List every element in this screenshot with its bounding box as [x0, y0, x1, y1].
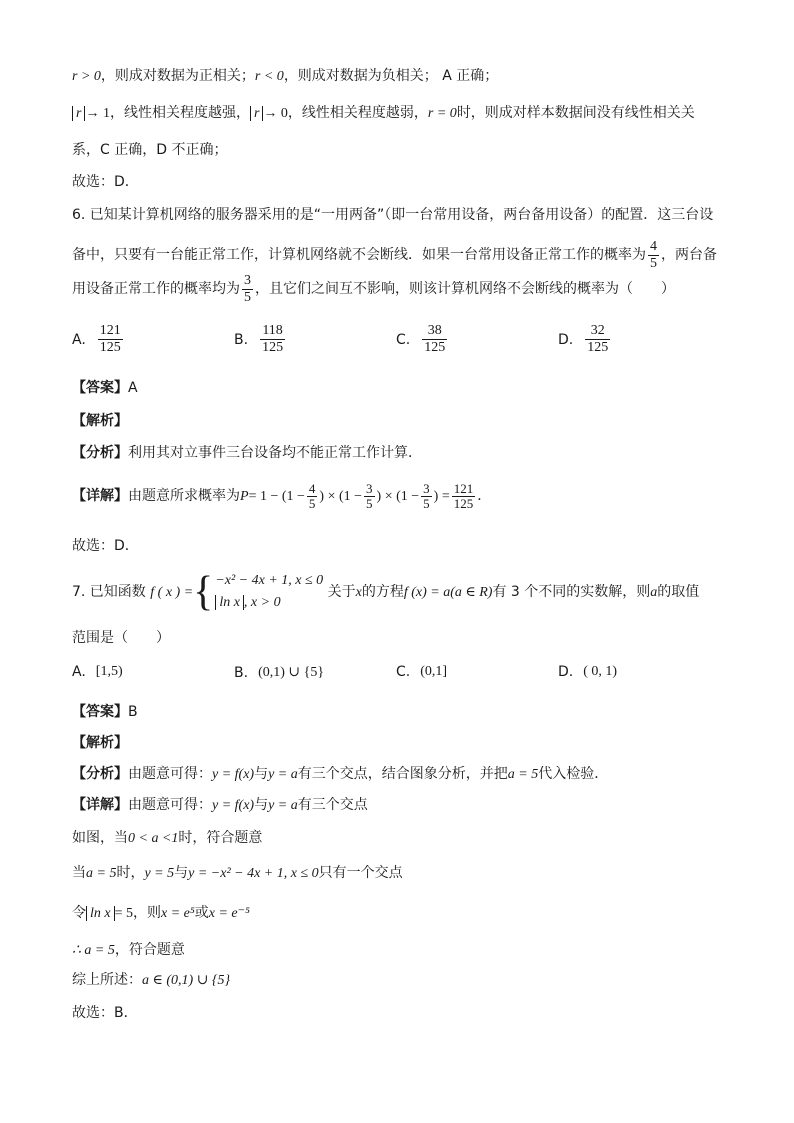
math-expr: y = f(x) — [212, 767, 255, 782]
text-span: ，线性相关程度越弱， — [287, 105, 428, 121]
text-span: ，则成对数据为正相关； — [100, 68, 255, 84]
text-span: 代入检验． — [538, 766, 609, 782]
text-line — [72, 238, 717, 272]
section-tag: 【分析】 — [72, 766, 128, 782]
option-value: (0,1] — [420, 664, 448, 679]
math-expr: a = 5 — [507, 767, 539, 782]
fraction — [307, 482, 318, 511]
text-line — [72, 272, 675, 306]
math-expr: = 1 − (1 − — [248, 489, 305, 504]
math-expr: → 1 — [85, 106, 110, 121]
answer-value: A — [128, 380, 138, 396]
math-expr: y = 5 — [144, 866, 175, 881]
option-a[interactable] — [72, 323, 125, 356]
text-span: 时， — [116, 865, 145, 881]
section-tag: 【分析】 — [72, 445, 128, 461]
answer-value: B — [128, 704, 138, 720]
math-expr: a ∈ (0,1) ∪ {5} — [142, 973, 231, 988]
cases — [215, 570, 323, 614]
fraction — [364, 482, 375, 511]
question-6-stem: 6. 已知某计算机网络的服务器采用的是“一用两备”（即一台常用设备，两台备用设备）的配置．这三台设 — [72, 207, 714, 223]
brace-symbol: { — [193, 569, 214, 615]
option-d[interactable] — [558, 664, 617, 680]
numerator: 3 — [423, 480, 430, 496]
text-span: ． — [477, 488, 492, 504]
text-line — [72, 795, 368, 816]
question-7-stem — [72, 568, 699, 617]
text-line — [72, 903, 250, 924]
option-label: A. — [72, 664, 86, 680]
text-span: 有 3 个不同的实数解，则 — [492, 584, 651, 600]
math-abs: ln x — [86, 906, 115, 921]
section-tag: 【详解】 — [72, 797, 128, 813]
option-c[interactable] — [396, 323, 449, 356]
case-1: −x² − 4x + 1, x ≤ 0 — [215, 573, 324, 588]
math-expr: ) × (1 − — [319, 489, 363, 504]
text-span: 的取值 — [657, 584, 700, 600]
analysis-tag: 【解析】 — [72, 413, 128, 429]
text-line — [72, 828, 262, 849]
text-span: ，线性相关程度越强， — [109, 105, 250, 121]
option-label: B. — [234, 664, 249, 681]
text-line — [72, 863, 403, 884]
option-label: C. — [396, 664, 411, 680]
text-span: 时，符合题意 — [178, 830, 263, 846]
option-label: D. — [558, 331, 574, 348]
math-expr: y = f(x) — [212, 798, 255, 813]
text-span: 由题意可得： — [128, 766, 212, 782]
option-value: (0,1) ∪ {5} — [258, 665, 325, 680]
math-expr: r = 0 — [427, 106, 457, 121]
fraction — [452, 482, 476, 511]
analysis-tag: 【解析】 — [72, 735, 128, 751]
fraction — [98, 323, 123, 356]
math-expr: x = e⁵ — [161, 906, 195, 921]
text-span: 由题意所求概率为 — [128, 488, 240, 504]
text-span: ，则 — [133, 905, 162, 921]
text-line — [72, 66, 498, 87]
option-b[interactable] — [234, 323, 287, 356]
text-line: 故选：D． — [72, 538, 139, 554]
math-expr: ∴ a = 5 — [72, 943, 115, 958]
denominator: 125 — [587, 340, 609, 355]
text-span: 如图，当 — [72, 830, 128, 846]
math-expr: r > 0 — [72, 69, 101, 84]
option-d[interactable] — [558, 323, 612, 356]
text-span: 令 — [72, 905, 86, 921]
math-expr: ) × (1 − — [376, 489, 420, 504]
text-span: ，符合题意 — [114, 942, 185, 958]
text-span: 有三个交点 — [297, 797, 368, 813]
text-line — [72, 478, 491, 515]
text-span: 与 — [254, 797, 269, 813]
answer-tag: 【答案】 — [72, 704, 128, 720]
text-span: 只有一个交点 — [318, 865, 403, 881]
fraction — [422, 323, 447, 356]
numerator: 3 — [244, 272, 251, 288]
denominator: 125 — [424, 340, 446, 355]
math-abs: r — [250, 106, 263, 121]
math-expr: → 0 — [263, 106, 288, 121]
denominator: 5 — [366, 495, 373, 511]
option-label: C. — [396, 331, 411, 348]
answer-line — [72, 702, 138, 722]
text-span: ，则成对数据为负相关； A 正确； — [283, 68, 499, 84]
case-2 — [215, 592, 323, 614]
math-expr: f ( x ) = — [150, 585, 194, 600]
text-line — [72, 443, 422, 463]
text-span: 的方程 — [361, 584, 404, 600]
section-tag: 【详解】 — [72, 488, 128, 504]
text-line: 故选：D． — [72, 174, 139, 190]
math-abs: ln x — [215, 595, 244, 610]
math-expr: y = a — [268, 798, 298, 813]
option-value: ( 0, 1) — [583, 664, 618, 679]
text-span: 有三个交点，结合图象分析，并把 — [297, 766, 508, 782]
option-label: D. — [558, 664, 574, 680]
text-span: 利用其对立事件三台设备均不能正常工作计算． — [128, 445, 422, 461]
text-line — [72, 940, 185, 961]
fraction — [648, 239, 659, 272]
numerator: 4 — [650, 238, 657, 254]
option-b[interactable] — [234, 664, 324, 681]
math-expr: f (x) = a(a ∈ R) — [403, 585, 493, 600]
numerator: 32 — [585, 323, 610, 340]
fraction — [260, 323, 285, 356]
math-abs: r — [72, 106, 85, 121]
text-line — [72, 970, 230, 991]
math-expr: = 5 — [114, 906, 134, 921]
fraction — [421, 482, 432, 511]
text-span: , x > 0 — [243, 595, 281, 610]
text-span: 或 — [194, 905, 209, 921]
math-expr: P — [240, 489, 249, 504]
text-span: 关于 — [327, 584, 356, 600]
text-line: 故选：B． — [72, 1005, 138, 1021]
numerator: 38 — [422, 323, 447, 340]
text-span: 与 — [254, 766, 269, 782]
numerator: 121 — [453, 480, 474, 496]
math-expr: 0 < a <1 — [128, 831, 179, 846]
text-span: 由题意可得： — [128, 797, 212, 813]
text-span: 与 — [174, 865, 189, 881]
text-span: 备中，只要有一台能正常工作，计算机网络就不会断线．如果一台常用设备正常工作的概率为 — [72, 247, 646, 263]
text-span: 用设备正常工作的概率均为 — [72, 281, 240, 297]
math-expr: ) = — [433, 489, 450, 504]
fraction — [585, 323, 610, 356]
text-span: ，且它们之间互不影响，则该计算机网络不会断线的概率为（ ） — [255, 281, 675, 297]
text-span: 当 — [72, 865, 86, 881]
option-c[interactable] — [396, 664, 447, 680]
math-expr: y = a — [268, 767, 298, 782]
math-expr: a = 5 — [86, 866, 117, 881]
denominator: 5 — [308, 495, 316, 511]
math-expr: r < 0 — [254, 69, 284, 84]
text-line — [72, 103, 695, 124]
denominator: 125 — [99, 340, 121, 355]
denominator: 5 — [244, 289, 251, 305]
option-a[interactable] — [72, 664, 123, 680]
answer-tag: 【答案】 — [72, 380, 128, 396]
option-value: [1,5) — [95, 664, 123, 679]
text-span: ，两台备 — [661, 247, 717, 263]
numerator: 4 — [308, 480, 316, 496]
denominator: 125 — [262, 340, 284, 355]
text-span: 时，则成对样本数据间没有线性相关关 — [456, 105, 695, 121]
denominator: 125 — [453, 495, 474, 511]
math-expr: x = e⁻⁵ — [208, 906, 250, 921]
piecewise-function — [193, 570, 323, 614]
numerator: 118 — [260, 323, 285, 340]
answer-line — [72, 378, 138, 398]
text-span: 综上所述： — [72, 972, 142, 988]
text-line — [72, 764, 608, 785]
option-label: B. — [234, 331, 249, 348]
math-expr: x — [355, 585, 362, 600]
denominator: 5 — [423, 495, 430, 511]
numerator: 121 — [99, 323, 121, 338]
option-label: A. — [72, 331, 86, 348]
math-expr: y = −x² − 4x + 1, x ≤ 0 — [188, 866, 319, 881]
denominator: 5 — [650, 255, 657, 271]
text-line: 系，C 正确，D 不正确； — [72, 142, 228, 158]
math-expr: a — [650, 585, 658, 600]
text-line: 范围是（ ） — [72, 630, 170, 646]
numerator: 3 — [366, 480, 373, 496]
fraction — [242, 273, 253, 306]
text-span: 7. 已知函数 — [72, 584, 146, 600]
